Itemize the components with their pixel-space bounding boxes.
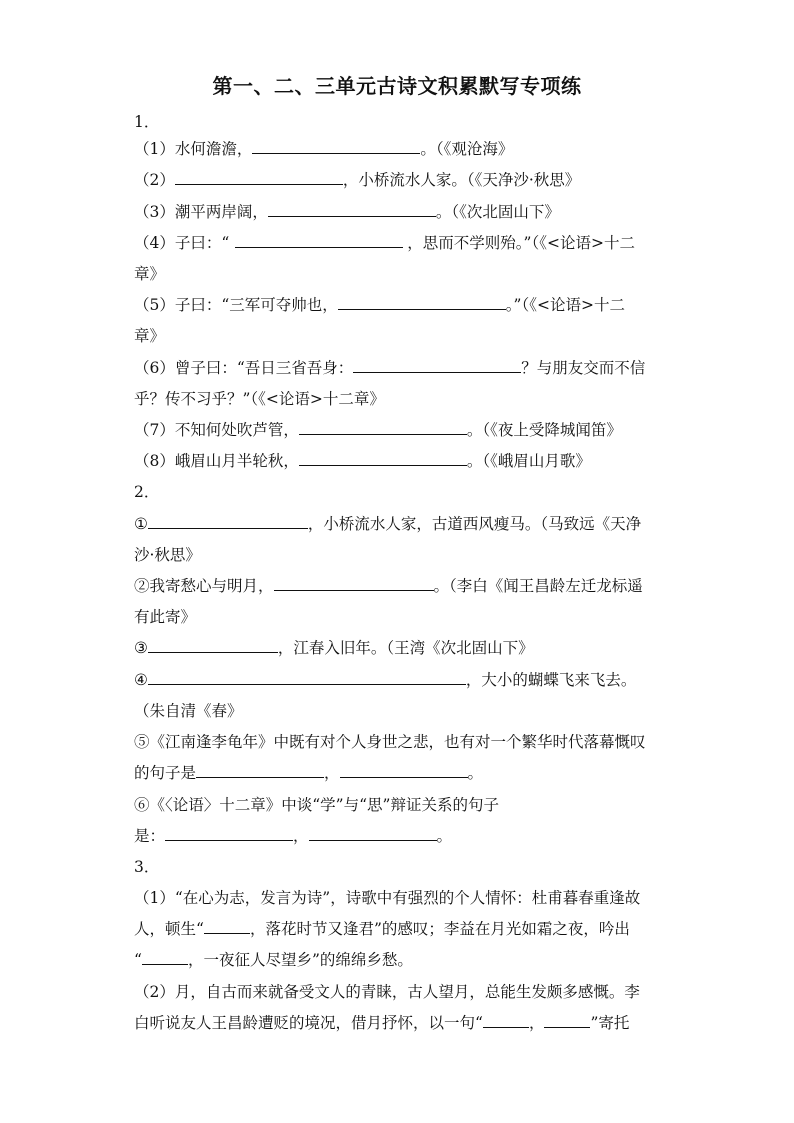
q1-item-7-source: 。（《夜上受降城闻笛》 xyxy=(466,421,622,439)
q3-para-2-line-1: （2）月，自古而来就备受文人的青睐，古人望月，总能生发颇多感慨。李 xyxy=(134,983,640,1001)
q1-item-5 xyxy=(134,295,674,315)
q1-item-1-source: 。（《观沧海》 xyxy=(420,140,514,158)
q1-item-3 xyxy=(134,202,674,222)
q2-item-2-text: ②我寄愁心与明月， xyxy=(134,577,274,595)
q3-para-2-line-2 xyxy=(134,1013,674,1033)
q2-item-4-text: ，大小的蝴蝶飞来飞去。 xyxy=(465,671,637,689)
answer-blank[interactable] xyxy=(299,420,467,435)
question-number-3: 3． xyxy=(134,858,160,876)
q1-item-2-source: ，小桥流水人家。（《天净沙·秋思》 xyxy=(342,171,581,189)
open-quote: “ xyxy=(134,951,142,969)
q1-item-6-continued: 乎？传不习乎？”（《<论语>十二章》 xyxy=(134,390,385,408)
q1-item-7 xyxy=(134,420,674,440)
question-number-1: 1． xyxy=(134,113,160,131)
answer-blank[interactable] xyxy=(196,763,324,778)
q1-item-5-source: 。”（《<论语>十二 xyxy=(505,296,625,314)
answer-blank[interactable] xyxy=(148,638,278,653)
q2-item-3-marker: ③ xyxy=(134,639,148,657)
q2-item-1-text: ，小桥流水人家，古道西风瘦马。（马致远《天净 xyxy=(307,515,642,533)
answer-blank[interactable] xyxy=(268,202,436,217)
q1-item-4-text: （4）子曰：“ xyxy=(134,234,230,252)
answer-blank[interactable] xyxy=(148,670,466,685)
answer-blank[interactable] xyxy=(340,763,468,778)
answer-blank[interactable] xyxy=(299,451,467,466)
q2-item-5-answer-line xyxy=(134,763,674,783)
q3-para-1-text: ，一夜征人尽望乡”的绵绵乡愁。 xyxy=(187,951,413,969)
q2-item-2 xyxy=(134,576,674,596)
q2-item-4 xyxy=(134,670,674,690)
answer-blank[interactable] xyxy=(175,170,343,185)
q1-item-4 xyxy=(134,233,674,253)
q2-item-4-continued: （朱自清《春》 xyxy=(134,702,243,720)
q3-para-1-line-1: （1）“在心为志，发言为诗”，诗歌中有强烈的个人情怀：杜甫暮春重逢故 xyxy=(134,889,641,907)
q1-item-2 xyxy=(134,170,674,190)
answer-blank[interactable] xyxy=(338,295,506,310)
q1-item-8-source: 。（《峨眉山月歌》 xyxy=(466,452,591,470)
q2-item-6-lead: 是： xyxy=(134,827,166,845)
answer-blank[interactable] xyxy=(309,826,437,841)
answer-blank[interactable] xyxy=(165,826,293,841)
q2-item-3-text: ，江春入旧年。（王湾《次北固山下》 xyxy=(277,639,534,657)
q1-item-8-text: （8）峨眉山月半轮秋， xyxy=(134,452,299,470)
terminator: 。 xyxy=(467,764,484,782)
answer-blank[interactable] xyxy=(544,1013,590,1028)
q1-item-8 xyxy=(134,451,674,471)
answer-blank[interactable] xyxy=(148,514,308,529)
q1-item-7-text: （7）不知何处吹芦管， xyxy=(134,421,299,439)
q2-item-2-source: 。（李白《闻王昌龄左迁龙标遥 xyxy=(433,577,643,595)
question-number-2: 2． xyxy=(134,483,160,501)
q1-item-6 xyxy=(134,358,674,378)
separator: ， xyxy=(528,1014,545,1032)
q3-para-2-text: ”寄托 xyxy=(590,1014,630,1032)
q2-item-2-continued: 有此寄》 xyxy=(134,608,197,626)
q2-item-4-marker: ④ xyxy=(134,671,148,689)
q3-para-1-text: ，落花时节又逢君”的感叹；李益在月光如霜之夜，吟出 xyxy=(249,920,630,938)
answer-blank[interactable] xyxy=(252,139,420,154)
q1-item-4-source: ，思而不学则殆。”（《<论语>十二 xyxy=(407,234,635,252)
q1-item-1-text: （1）水何澹澹， xyxy=(134,140,253,158)
answer-blank[interactable] xyxy=(142,950,188,965)
answer-blank[interactable] xyxy=(353,358,521,373)
q2-item-6: ⑥《〈论语〉十二章》中谈“学”与“思”辩证关系的句子 xyxy=(134,796,499,814)
q2-item-1 xyxy=(134,514,674,534)
q3-para-2-text: 白听说友人王昌龄遭贬的境况，借月抒怀，以一句“ xyxy=(134,1014,483,1032)
answer-blank[interactable] xyxy=(274,576,434,591)
q2-item-1-continued: 沙·秋思》 xyxy=(134,546,201,564)
q2-item-5-lead: 的句子是 xyxy=(134,764,197,782)
q3-para-1-text: 人，顿生“ xyxy=(134,920,204,938)
page-title: 第一、二、三单元古诗文积累默写专项练 xyxy=(212,74,582,98)
answer-blank[interactable] xyxy=(204,919,250,934)
q1-item-4-continued: 章》 xyxy=(134,265,166,283)
q2-item-1-marker: ① xyxy=(134,515,148,533)
q3-para-1-line-2 xyxy=(134,919,674,939)
q1-item-6-text: （6）曾子曰：“吾日三省吾身： xyxy=(134,359,354,377)
answer-blank[interactable] xyxy=(235,233,403,248)
q2-item-6-answer-line xyxy=(134,826,674,846)
q1-item-1 xyxy=(134,139,674,159)
q1-item-2-text: （2） xyxy=(134,171,175,189)
q1-item-3-source: 。（《次北固山下》 xyxy=(435,203,560,221)
q2-item-3 xyxy=(134,638,674,658)
q3-para-1-line-3 xyxy=(134,950,674,970)
answer-blank[interactable] xyxy=(483,1013,529,1028)
separator: ， xyxy=(293,827,309,845)
q2-item-5: ⑤《江南逢李龟年》中既有对个人身世之悲，也有对一个繁华时代落幕慨叹 xyxy=(134,733,646,751)
q1-item-3-text: （3）潮平两岸阔， xyxy=(134,203,268,221)
q1-item-5-text: （5）子曰：“三军可夺帅也， xyxy=(134,296,338,314)
q1-item-5-continued: 章》 xyxy=(134,327,166,345)
separator: ， xyxy=(324,764,340,782)
terminator: 。 xyxy=(436,827,453,845)
q1-item-6-continuation: ？与朋友交而不信 xyxy=(521,359,646,377)
